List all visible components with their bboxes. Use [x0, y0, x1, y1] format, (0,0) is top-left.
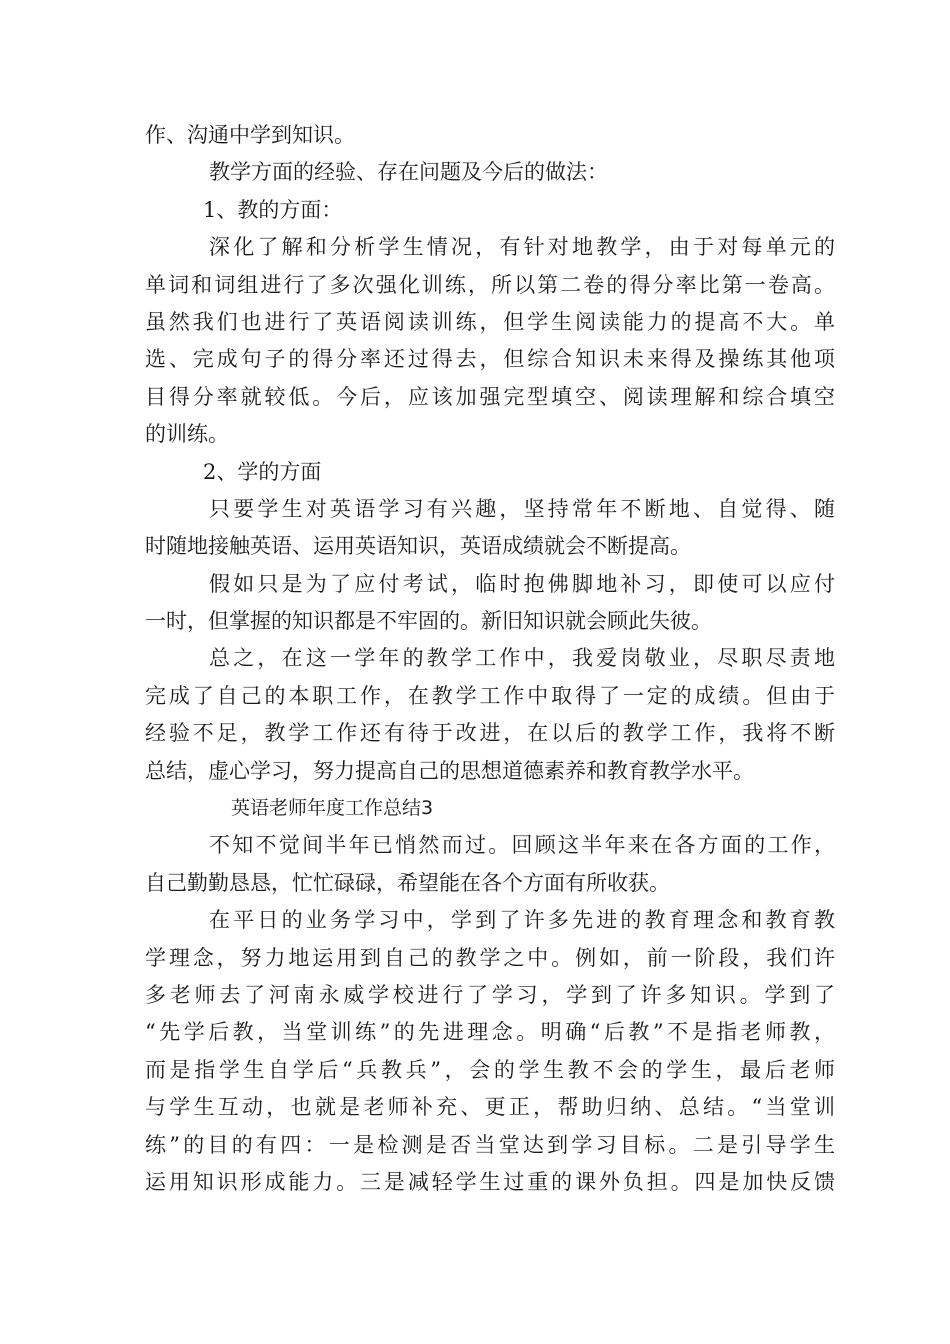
- text-line: “先学后教，当堂训练”的先进理念。明确“后教”不是指老师教，: [145, 1020, 835, 1045]
- text-line: 深化了解和分析学生情况，有针对地教学，由于对每单元的: [209, 235, 835, 260]
- text-line: 多老师去了河南永威学校进行了学习，学到了许多知识。学到了: [145, 982, 835, 1007]
- text-line: 总结，虚心学习，努力提高自己的思想道德素养和教育教学水平。: [145, 758, 754, 783]
- text-line: 自己勤勤恳恳，忙忙碌碌，希望能在各个方面有所收获。: [145, 870, 670, 895]
- text-line: 一时，但掌握的知识都是不牢固的。新旧知识就会顾此失彼。: [145, 609, 712, 634]
- section-heading: 1、教的方面：: [203, 197, 343, 222]
- text-line: 而是指学生自学后“兵教兵”，会的学生教不会的学生，最后老师: [145, 1057, 835, 1082]
- text-line: 学理念，努力地运用到自己的教学之中。例如，前一阶段，我们许: [145, 945, 835, 970]
- text-line: 练”的目的有四：一是检测是否当堂达到学习目标。二是引导学生: [145, 1132, 835, 1157]
- text-line: 完成了自己的本职工作，在教学工作中取得了一定的成绩。但由于: [145, 683, 835, 708]
- text-line: 只要学生对英语学习有兴趣，坚持常年不断地、自觉得、随: [209, 496, 835, 521]
- section-heading: 2、学的方面: [203, 459, 322, 484]
- text-line: 与学生互动，也就是老师补充、更正，帮助归纳、总结。“当堂训: [145, 1095, 835, 1120]
- text-line: 选、完成句子的得分率还过得去，但综合知识未来得及操练其他项: [145, 347, 835, 372]
- section-title: 英语老师年度工作总结3: [231, 797, 434, 820]
- document-body: [145, 117, 835, 1201]
- text-line: 总之，在这一学年的教学工作中，我爱岗敬业，尽职尽责地: [209, 646, 835, 671]
- text-line: 单词和词组进行了多次强化训练，所以第二卷的得分率比第一卷高。: [145, 272, 835, 297]
- text-line: 目得分率就较低。今后，应该加强完型填空、阅读理解和综合填空: [145, 384, 835, 409]
- text-line: 经验不足，教学工作还有待于改进，在以后的教学工作，我将不断: [145, 721, 835, 746]
- text-line: 的训练。: [145, 422, 229, 447]
- text-line: 在平日的业务学习中，学到了许多先进的教育理念和教育教: [209, 908, 835, 933]
- text-line: 作、沟通中学到知识。: [145, 123, 355, 147]
- text-line: 运用知识形成能力。三是减轻学生过重的课外负担。四是加快反馈: [145, 1169, 835, 1194]
- text-line: 教学方面的经验、存在问题及今后的做法：: [209, 160, 608, 185]
- text-line: 时随地接触英语、运用英语知识，英语成绩就会不断提高。: [145, 534, 691, 559]
- text-line: 虽然我们也进行了英语阅读训练，但学生阅读能力的提高不大。单: [145, 309, 835, 334]
- text-line: 不知不觉间半年已悄然而过。回顾这半年来在各方面的工作，: [209, 833, 835, 858]
- text-line: 假如只是为了应付考试，临时抱佛脚地补习，即使可以应付: [209, 571, 835, 596]
